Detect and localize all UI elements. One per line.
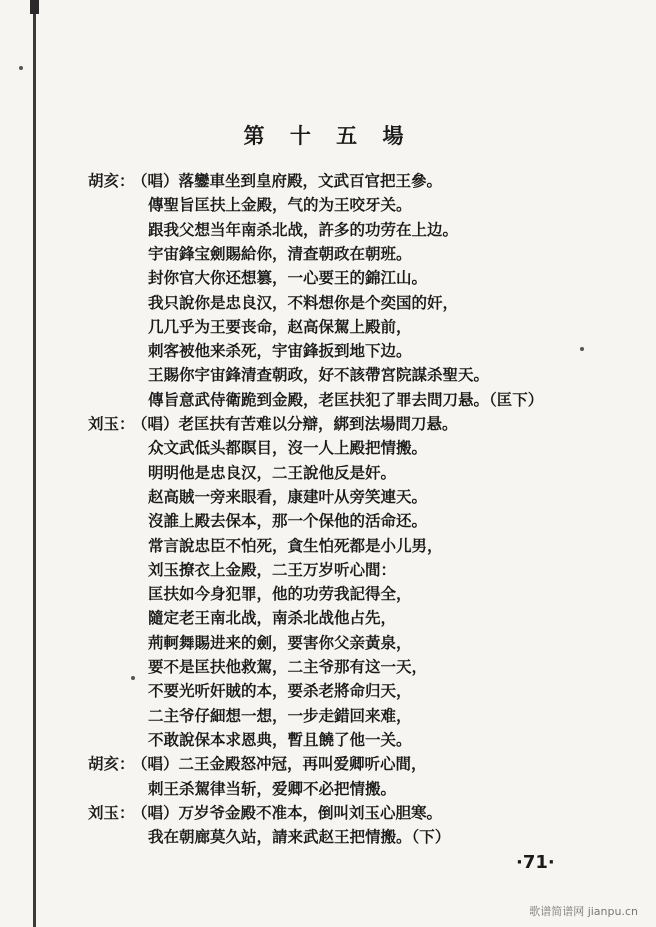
script-line: [148, 487, 427, 507]
line-text: 沒誰上殿去保本，那一个保他的活命还。: [148, 511, 428, 530]
line-text: 要不是匡扶他救駕，二主爷那有这一天，: [148, 657, 428, 676]
script-line: [148, 560, 396, 580]
line-text: 不要光听奸賊的本，要杀老將命归天，: [148, 681, 412, 700]
script-line: [148, 463, 396, 483]
speaker-name: 刘玉：: [88, 414, 135, 433]
script-line: [148, 633, 412, 653]
line-text: （唱）二王金殿怒冲冠，再叫爱卿听心間，: [132, 754, 427, 773]
line-text: 王賜你宇宙鋒清查朝政，好不該帶宮院謀杀聖天。: [148, 365, 490, 384]
line-text: 常言說忠臣不怕死，貪生怕死都是小儿男，: [148, 536, 443, 555]
line-text: 跟我父想当年南杀北战，許多的功劳在上边。: [148, 220, 459, 239]
line-text: 傳旨意武侍衛跪到金殿，老匡扶犯了罪去問刀悬。: [148, 390, 490, 409]
binding-mark: [30, 0, 39, 14]
line-text: 我只說你是忠良汉，不料想你是个奕国的奸，: [148, 293, 459, 312]
line-text: 宇宙鋒宝劍賜給你，清查朝政在朝班。: [148, 244, 412, 263]
script-line: [148, 317, 412, 337]
speaker-name: 胡亥：: [88, 171, 135, 190]
speaker-name: 胡亥：: [88, 754, 135, 773]
script-line: [148, 365, 489, 385]
smudge: [19, 66, 23, 70]
script-line: [148, 730, 412, 750]
script-line: [148, 244, 412, 264]
line-text: （唱）万岁爷金殿不准本，倒叫刘玉心胆寒。: [132, 803, 443, 822]
exit-mark: （下）: [411, 827, 451, 846]
exit-mark: （匡下）: [489, 390, 544, 409]
line-text: 几几乎为王要丧命，赵高保駕上殿前，: [148, 317, 412, 336]
smudge: [131, 676, 135, 680]
smudge: [580, 347, 584, 351]
script-line: [148, 779, 396, 799]
line-text: 匡扶如今身犯罪，他的功劳我記得全，: [148, 584, 412, 603]
line-text: 赵高賊一旁来眼看，康建叶从旁笑連天。: [148, 487, 428, 506]
line-text: （唱）落鑾車坐到皇府殿，文武百官把王參。: [132, 171, 443, 190]
watermark: 歌谱简谱网 jianpu.cn: [529, 905, 638, 918]
line-text: 荊軻舞賜进来的劍，要害你父亲黃泉，: [148, 633, 412, 652]
line-text: 隨定老王南北战，南杀北战他占先，: [148, 608, 397, 627]
line-text: 刺客被他来杀死，宇宙鋒扳到地下边。: [148, 341, 412, 360]
script-line: [148, 536, 443, 556]
line-text: 傳聖旨匡扶上金殿，气的为王咬牙关。: [148, 195, 412, 214]
line-text: 刘玉撩衣上金殿，二王万岁听心間：: [148, 560, 397, 579]
script-line: [148, 341, 412, 361]
script-line: [132, 171, 442, 191]
script-line: [148, 657, 427, 677]
page-number: ·71·: [516, 852, 555, 873]
line-text: 二主爷仔細想一想，一步走錯回来难，: [148, 706, 412, 725]
script-line: [148, 706, 412, 726]
script-line: [148, 195, 412, 215]
script-line: [148, 827, 450, 847]
script-line: [148, 390, 543, 410]
script-line: [132, 754, 427, 774]
scene-title: 第 十 五 場: [243, 123, 413, 148]
script-line: [148, 608, 396, 628]
script-line: [148, 584, 412, 604]
script-line: [148, 293, 458, 313]
line-text: （唱）老匡扶有苦难以分辯，綁到法場問刀悬。: [132, 414, 458, 433]
speaker-name: 刘玉：: [88, 803, 135, 822]
line-text: 不敢說保本求恩典，暫且饒了他一关。: [148, 730, 412, 749]
script-line: [132, 803, 442, 823]
script-line: [148, 511, 427, 531]
script-line: [148, 220, 458, 240]
line-text: 明明他是忠良汉，二王說他反是奸。: [148, 463, 397, 482]
script-line: [148, 438, 427, 458]
line-text: 封你官大你还想篡，一心要王的錦江山。: [148, 268, 428, 287]
script-line: [148, 268, 427, 288]
line-text: 众文武低头都瞑目，沒一人上殿把情搬。: [148, 438, 428, 457]
script-line: [148, 681, 412, 701]
line-text: 刺王杀駕律当斩，爱卿不必把情搬。: [148, 779, 397, 798]
script-line: [132, 414, 458, 434]
line-text: 我在朝廊莫久站，請来武赵王把情搬。: [148, 827, 412, 846]
